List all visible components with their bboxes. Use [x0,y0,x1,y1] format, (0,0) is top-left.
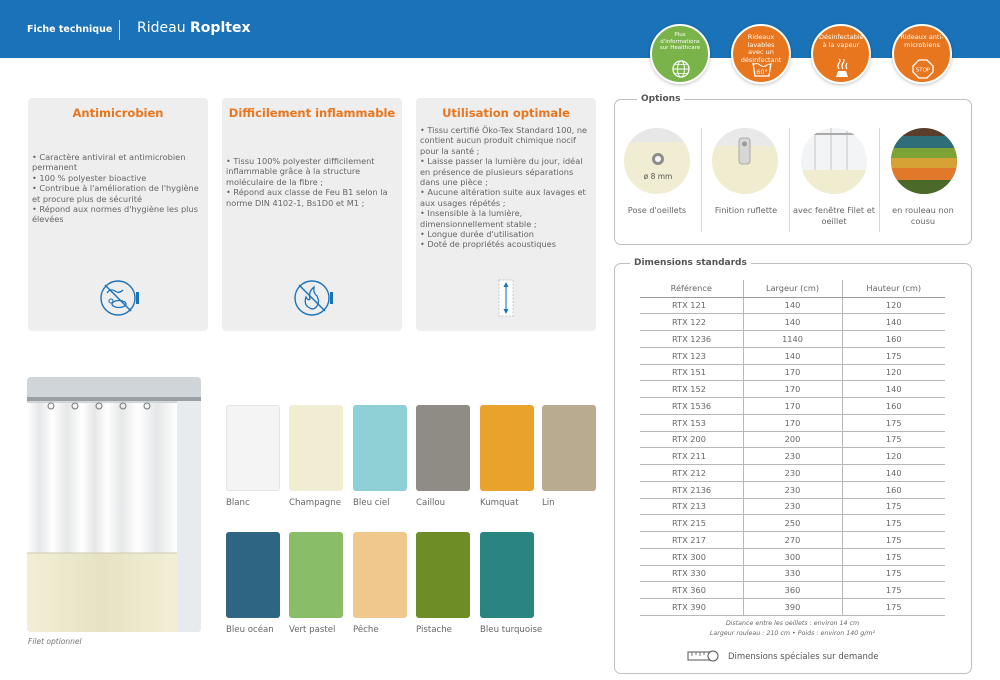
width-cell: 170 [743,398,842,415]
reference-cell: RTX 217 [640,532,743,549]
reference-cell: RTX 360 [640,582,743,599]
flame-retardant-icon [290,276,334,320]
height-cell: 120 [842,364,945,381]
height-cell: 140 [842,381,945,398]
height-cell: 140 [842,314,945,331]
washable-badge: Rideaux lavables avec un désinfectant 60° [731,24,791,84]
table-row [640,448,945,465]
width-cell: 140 [743,314,842,331]
height-cell: 175 [842,599,945,616]
card-text: • Tissu 100% polyester difficilement inflammable grâce à la structure moléculaire de la fibre ; • Répond aux classe de Feu B1 selon la norme DIN 4102-1, Bs1D0 et M1 ; [226,156,388,208]
width-cell: 140 [743,297,842,314]
color-swatch [289,405,343,491]
table-row [640,515,945,532]
measuring-tape-icon [687,648,719,664]
swatch-label: Bleu turquoise [480,625,543,635]
swatch-label: Pêche [353,625,379,635]
table-row [640,532,945,549]
height-cell: 175 [842,565,945,582]
reference-cell: RTX 215 [640,515,743,532]
steam-badge: Désinfectable à la vapeur [811,24,871,84]
roll-width-note: Largeur rouleau : 210 cm • Poids : environ 140 g/m² [709,630,876,637]
table-row [640,465,945,482]
antimicrobial-icon [96,276,140,320]
height-cell: 175 [842,515,945,532]
option-divider [879,128,880,232]
doc-type: Fiche technique [27,24,113,35]
table-row [640,431,945,448]
reference-cell: RTX 153 [640,414,743,431]
table-row [640,381,945,398]
reference-cell: RTX 152 [640,381,743,398]
options-title: Options [637,94,684,104]
option-divider [789,128,790,232]
table-row [640,314,945,331]
table-row [640,331,945,348]
vertical-arrow-icon [484,276,528,320]
color-swatch [480,405,534,491]
color-swatch [416,532,470,618]
reference-cell: RTX 213 [640,498,743,515]
width-cell: 330 [743,565,842,582]
table-row [640,599,945,616]
info-badge[interactable]: Plus d'informations sur Healthcare [650,24,710,84]
reference-cell: RTX 330 [640,565,743,582]
reference-cell: RTX 123 [640,347,743,364]
card-text: • Tissu certifié Öko-Tex Standard 100, ne contient aucun produit chimique nocif pour la santé ; • Laisse passer la lumière du jour, idéal en présence de plusieurs séparations dans une pièce ; • Aucune altération suite aux lavages et aux usages répétés ; • Insensible à la lumière, dimensionnellement stable ; • Longue durée d'utilisation • Doté de propriétés acoustiques [420,125,588,250]
height-cell: 120 [842,448,945,465]
special-dimensions-note: Dimensions spéciales sur demande [728,652,879,662]
reference-cell: RTX 211 [640,448,743,465]
reference-cell: RTX 1536 [640,398,743,415]
width-cell: 300 [743,548,842,565]
width-cell: 200 [743,431,842,448]
eyelet-option-image [624,128,690,194]
option-label: en rouleau non cousu [892,205,954,226]
height-cell: 175 [842,498,945,515]
reference-cell: RTX 151 [640,364,743,381]
antimicrobial-badge: Rideaux anti-microbiens STOP [892,24,952,84]
svg-text:ø 8 mm: ø 8 mm [643,172,673,181]
feature-card-antimicrobial [28,98,208,331]
width-cell: 230 [743,481,842,498]
eyelet-icon [624,128,690,194]
width-cell: 170 [743,381,842,398]
width-cell: 140 [743,347,842,364]
swatch-label: Bleu océan [226,625,274,635]
width-cell: 230 [743,498,842,515]
card-title: Antimicrobien [72,106,164,120]
swatch-label: Vert pastel [289,625,336,635]
reference-cell: RTX 2136 [640,481,743,498]
swatch-label: Bleu ciel [353,498,390,508]
color-swatch [353,405,407,491]
option-label: Finition ruflette [714,205,778,215]
feature-card-flame [222,98,402,331]
option-divider [701,128,702,232]
color-swatch [480,532,534,618]
table-header-row [640,280,945,297]
dimensions-title: Dimensions standards [630,258,751,268]
swatch-label: Lin [542,498,555,508]
width-cell: 270 [743,532,842,549]
color-swatch [289,532,343,618]
card-title: Difficilement inflammable [228,106,396,120]
svg-text:60°: 60° [756,68,768,76]
height-cell: 160 [842,481,945,498]
width-cell: 230 [743,465,842,482]
height-cell: 120 [842,297,945,314]
stop-icon [912,59,934,79]
roll-option-image [891,128,957,194]
table-row [640,481,945,498]
width-cell: 170 [743,414,842,431]
reference-cell: RTX 390 [640,599,743,616]
reference-cell: RTX 122 [640,314,743,331]
wash-60-icon [751,59,773,79]
header-divider [119,20,120,40]
table-row [640,347,945,364]
swatch-label: Pistache [416,625,452,635]
curtain-illustration [27,377,201,632]
height-cell: 175 [842,414,945,431]
option-label: Pose d'oeillets [627,205,687,215]
net-window-option-image [801,128,867,194]
feature-card-usage [416,98,596,331]
table-row [640,398,945,415]
swatch-label: Caillou [416,498,446,508]
table-row [640,297,945,314]
curtain-photo [27,377,201,632]
reference-cell: RTX 200 [640,431,743,448]
color-swatch [416,405,470,491]
card-title: Utilisation optimale [442,106,570,120]
width-cell: 1140 [743,331,842,348]
table-row [640,565,945,582]
ruflette-option-image [712,128,778,194]
swatch-label: Blanc [226,498,250,508]
width-cell: 250 [743,515,842,532]
width-cell: 390 [743,599,842,616]
table-row [640,582,945,599]
table-row [640,498,945,515]
height-cell: 175 [842,548,945,565]
svg-text:STOP: STOP [915,67,931,74]
height-cell: 140 [842,465,945,482]
net-window-icon [801,128,867,194]
height-cell: 175 [842,582,945,599]
globe-icon [670,59,692,79]
page-title: Rideau Ropltex [137,20,251,36]
reference-cell: RTX 121 [640,297,743,314]
table-row [640,414,945,431]
ruflette-icon [712,128,778,194]
height-cell: 175 [842,347,945,364]
table-body [640,297,945,615]
swatch-label: Kumquat [480,498,519,508]
table-row [640,364,945,381]
height-cell: 175 [842,431,945,448]
color-swatch [542,405,596,491]
reference-cell: RTX 212 [640,465,743,482]
column-header: Référence [640,280,743,297]
color-swatch [353,532,407,618]
width-cell: 170 [743,364,842,381]
eyelet-distance-note: Distance entre les oeillets : environ 14 cm [725,620,860,627]
card-text: • Caractère antiviral et antimicrobien permanent • 100 % polyester bioactive • Contribue à l'amélioration de l'hygiène et procure plus de sécurité • Répond aux normes d'hygiène les plus élevées [32,152,199,225]
dimensions-table [640,280,945,616]
width-cell: 230 [743,448,842,465]
column-header: Hauteur (cm) [842,280,945,297]
photo-caption: Filet optionnel [28,637,82,646]
fabric-roll-icon [891,128,957,194]
color-swatch [226,532,280,618]
swatch-label: Champagne [289,498,341,508]
height-cell: 175 [842,532,945,549]
height-cell: 160 [842,331,945,348]
reference-cell: RTX 1236 [640,331,743,348]
steam-icon [831,59,853,79]
option-label: avec fenêtre Filet et oeillet [793,205,875,226]
reference-cell: RTX 300 [640,548,743,565]
height-cell: 160 [842,398,945,415]
table-row [640,548,945,565]
color-swatch [226,405,280,491]
column-header: Largeur (cm) [743,280,842,297]
width-cell: 360 [743,582,842,599]
